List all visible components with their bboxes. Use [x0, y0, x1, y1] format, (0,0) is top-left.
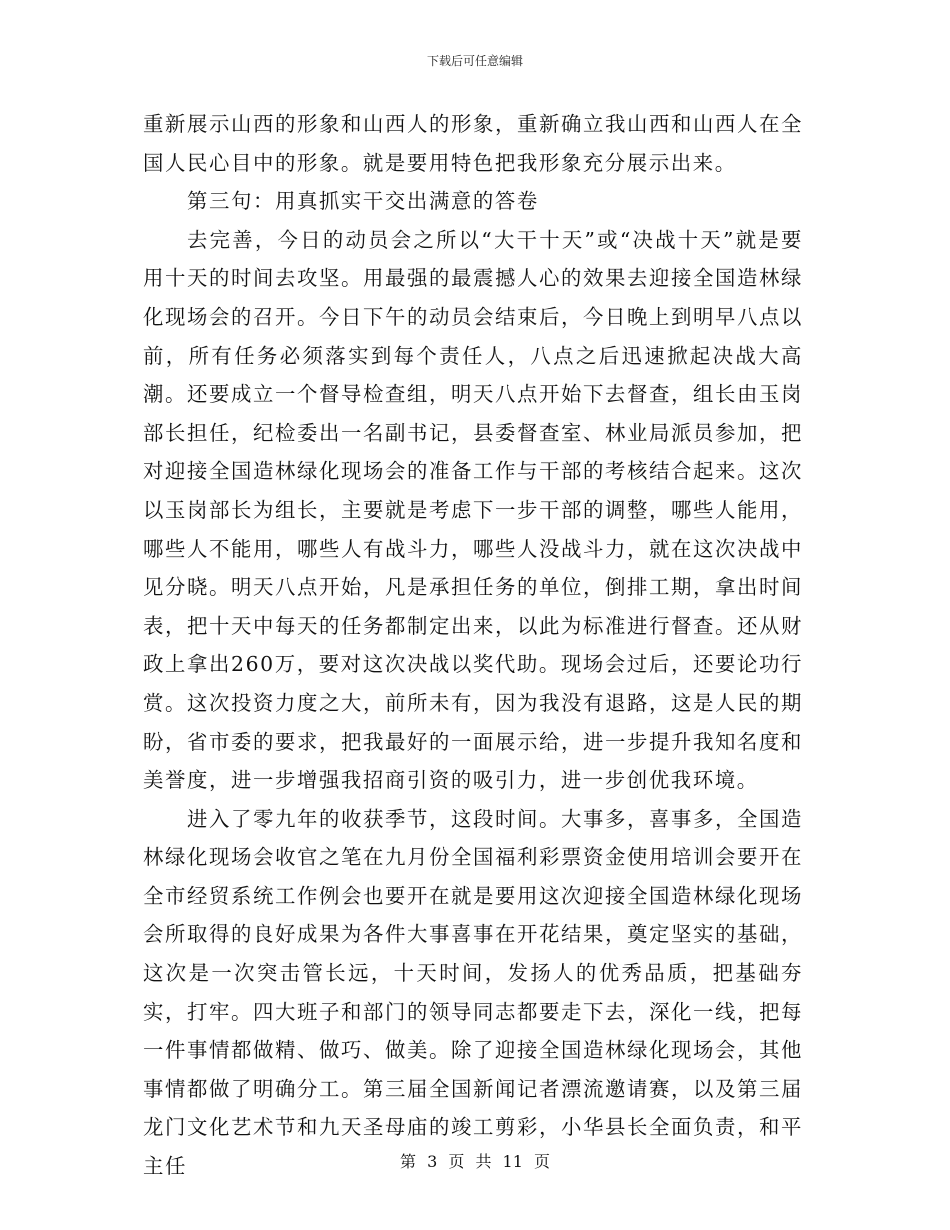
body-paragraph: 重新展示山西的形象和山西人的形象，重新确立我山西和山西人在全国人民心目中的形象。就是要用特色把我形象充分展示出来。 — [143, 112, 803, 175]
body-paragraph: 去完善，今日的动员会之所以“大干十天”或“决战十天”就是要用十天的时间去攻坚。用最强的最震撼人心的效果去迎接全国造林绿化现场会的召开。今日下午的动员会结束后，今日晚上到明早八点以前，所有任务必须落实到每个责任人，八点之后迅速掀起决战大高潮。还要成立一个督导检查组，明天八点开始下去督查，组长由玉岗部长担任，纪检委出一名副书记，县委督查室、林业局派员参加，把对迎接全国造林绿化现场会的准备工作与干部的考核结合起来。这次以玉岗部长为组长，主要就是考虑下一步干部的调整，哪些人能用，哪些人不能用，哪些人有战斗力，哪些人没战斗力，就在这次决战中见分晓。明天八点开始，凡是承担任务的单位，倒排工期，拿出时间表，把十天中每天的任务都制定出来，以此为标准进行督查。还从财政上拿出260万，要对这次决战以奖代助。现场会过后，还要论功行赏。这次投资力度之大，前所未有，因为我没有退路，这是人民的期盼，省市委的要求，把我最好的一面展示给，进一步提升我知名度和美誉度，进一步增强我招商引资的吸引力，进一步创优我环境。 — [143, 227, 803, 793]
document-body — [143, 105, 803, 1186]
body-paragraph: 进入了零九年的收获季节，这段时间。大事多，喜事多，全国造林绿化现场会收官之笔在九月份全国福利彩票资金使用培训会要开在全市经贸系统工作例会也要开在就是要用这次迎接全国造林绿化现场会所取得的良好成果为各件大事喜事在开花结果，奠定坚实的基础，这次是一次突击管长远，十天时间，发扬人的优秀品质，把基础夯实，打牢。四大班子和部门的领导同志都要走下去，深化一线，把每一件事情都做精、做巧、做美。除了迎接全国造林绿化现场会，其他事情都做了明确分工。第三届全国新闻记者漂流邀请赛，以及第三届龙门文化艺术节和九天圣母庙的竣工剪彩，小华县长全面负责，和平主任 — [143, 806, 803, 1179]
page-number-footer: 第 3 页 共 11 页 — [400, 1152, 550, 1171]
page-header-note: 下载后可任意编辑 — [426, 54, 523, 68]
section-heading: 第三句：用真抓实干交出满意的答卷 — [187, 189, 539, 214]
